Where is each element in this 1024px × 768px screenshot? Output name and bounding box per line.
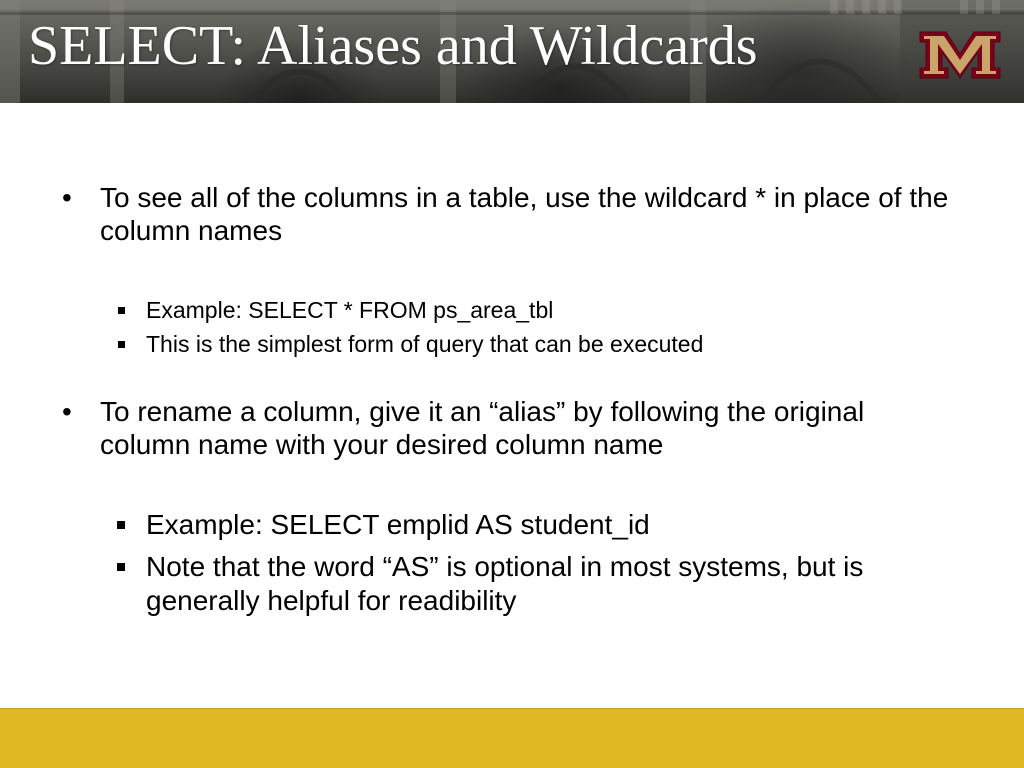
header-banner [0,0,1024,103]
bullet-item [62,395,960,461]
square-bullet-marker [117,563,125,571]
sub-bullet-item [146,550,966,618]
slide-body [0,103,1024,708]
slide-title: SELECT: Aliases and Wildcards [28,15,758,77]
sub-bullet-item [146,330,966,358]
square-bullet-marker [118,307,125,314]
bullet-text: To rename a column, give it an “alias” by following the original column name with your desired column name [100,396,865,460]
bullet-marker: • [62,396,72,427]
university-m-logo-icon [918,30,1002,80]
sub-bullet-text: Note that the word “AS” is optional in most systems, but is generally helpful for readibility [146,551,864,616]
sub-bullet-item [146,296,966,324]
bullet-item [62,181,980,247]
square-bullet-marker [117,521,125,529]
sub-bullet-text: Example: SELECT emplid AS student_id [146,509,650,540]
sub-bullet-text: This is the simplest form of query that can be executed [146,331,704,357]
bullet-marker: • [62,182,72,213]
square-bullet-marker [118,341,125,348]
bullet-text: To see all of the columns in a table, use the wildcard * in place of the column names [100,182,949,246]
footer-bar [0,708,1024,768]
sub-bullet-text: Example: SELECT * FROM ps_area_tbl [146,297,554,323]
sub-bullet-item [146,508,966,542]
